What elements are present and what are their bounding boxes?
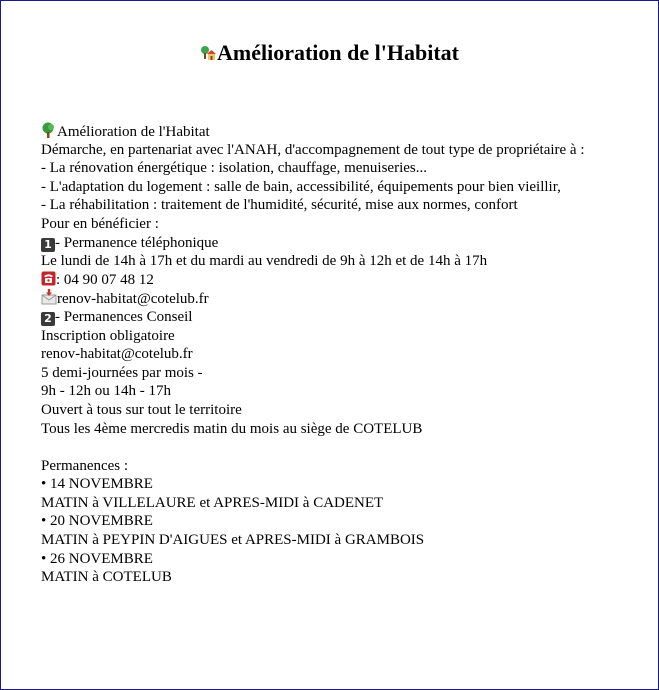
phone-number: : 04 90 07 48 12 — [56, 271, 154, 288]
page-title: Amélioration de l'Habitat — [217, 40, 459, 65]
number-two-badge: 2 — [41, 312, 55, 326]
email-address[interactable]: renov-habitat@cotelub.fr — [57, 291, 209, 308]
conseil-line: Inscription obligatoire — [41, 327, 175, 344]
bullet-renovation: - La rénovation énergétique : isolation, chauffage, menuiseries... — [41, 160, 427, 177]
permanence-detail: MATIN à VILLELAURE et APRES-MIDI à CADENET — [41, 494, 384, 511]
permanence-date: • 14 NOVEMBRE — [41, 476, 153, 493]
house-tree-icon — [200, 41, 216, 67]
conseil-line: Tous les 4ème mercredis matin du mois au siège de COTELUB — [41, 420, 423, 437]
phone-hours: Le lundi de 14h à 17h et du mardi au vendredi de 9h à 12h et de 14h à 17h — [41, 253, 488, 270]
permanence-date: • 20 NOVEMBRE — [41, 513, 153, 530]
phone-permanence-label: - Permanence téléphonique — [55, 234, 219, 251]
phone-section-label — [41, 234, 641, 253]
spacer — [41, 438, 641, 457]
conseil-section-label — [41, 308, 641, 327]
page-title-row — [0, 40, 659, 67]
conseil-line: Ouvert à tous sur tout le territoire — [41, 401, 242, 418]
permanences-heading: Permanences : — [41, 457, 129, 474]
telephone-icon — [41, 271, 56, 292]
bullet-rehabilitation: - La réhabilitation : traitement de l'humidité, sécurité, mise aux normes, confort — [41, 197, 518, 214]
phone-line — [41, 271, 641, 290]
heading-text: Amélioration de l'Habitat — [57, 124, 210, 140]
permanence-date: • 26 NOVEMBRE — [41, 550, 153, 567]
conseil-label: - Permanences Conseil — [55, 308, 193, 325]
email-line — [41, 289, 641, 308]
permanence-detail: MATIN à COTELUB — [41, 569, 172, 586]
intro-text: Démarche, en partenariat avec l'ANAH, d'accompagnement de tout type de propriétaire à : — [41, 141, 585, 158]
conseil-email[interactable]: renov-habitat@cotelub.fr — [41, 346, 193, 363]
conseil-line: 5 demi-journées par mois - — [41, 364, 203, 381]
number-one-badge: 1 — [41, 238, 55, 252]
conseil-line: 9h - 12h ou 14h - 17h — [41, 383, 171, 400]
bullet-adaptation: - L'adaptation du logement : salle de bain, accessibilité, équipements pour bien vieillir, — [41, 178, 561, 195]
benefit-heading: Pour en bénéficier : — [41, 215, 159, 232]
section-heading — [41, 122, 641, 141]
permanence-detail: MATIN à PEYPIN D'AIGUES et APRES-MIDI à GRAMBOIS — [41, 532, 425, 549]
main-content — [41, 122, 641, 587]
